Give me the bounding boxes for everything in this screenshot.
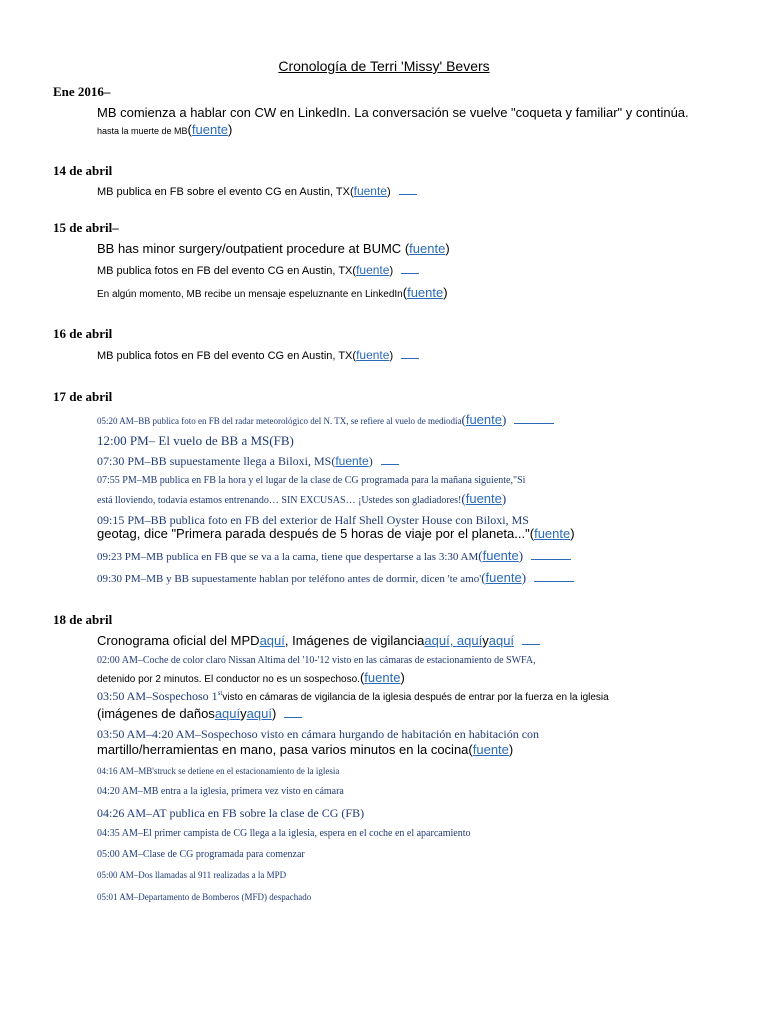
underline-blank <box>531 549 571 560</box>
entry-text: 05:01 AM–Departamento de Bomberos (MFD) despachado <box>97 892 312 902</box>
fuente-link[interactable]: fuente <box>409 241 446 256</box>
date-heading-ene-2016: Ene 2016– <box>53 84 111 99</box>
aqui-link[interactable]: aquí <box>246 706 272 721</box>
entry-text: 04:26 AM–AT publica en FB sobre la clase de CG (FB) <box>97 806 365 820</box>
underline-blank <box>284 707 302 718</box>
entry-text: 05:00 AM–Dos llamadas al 911 realizadas a la MPD <box>97 870 287 880</box>
entry-line: 09:30 PM–MB y BB supuestamente hablan por teléfono antes de dormir, dicen 'te amo'(fuente) <box>97 570 574 586</box>
aqui-link[interactable]: aquí <box>424 633 450 648</box>
entry-text: 04:16 AM–MB'struck se detiene en el estacionamiento de la iglesia <box>97 766 340 776</box>
fuente-link[interactable]: fuente <box>472 742 509 757</box>
date-heading-18-abril: 18 de abril <box>53 612 113 627</box>
underline-blank <box>514 413 554 424</box>
fuente-link[interactable]: fuente <box>353 184 387 198</box>
underline-blank <box>522 634 540 645</box>
entry-line: 09:23 PM–MB publica en FB que se va a la cama, tiene que despertarse a las 3:30 AM(fuente) <box>97 548 571 564</box>
entry-line: detenido por 2 minutos. El conductor no es un sospechoso.(fuente) <box>97 670 405 685</box>
entry-text: 04:35 AM–El primer campista de CG llega a la iglesia, espera en el coche en el aparcamiento <box>97 828 471 839</box>
entry-line: MB publica en FB sobre el evento CG en Austin, TX(fuente) <box>97 184 417 198</box>
underline-blank <box>399 184 417 195</box>
entry-text: 02:00 AM–Coche de color claro Nissan Altima del '10-'12 visto en las cámaras de estacionamiento de SWFA, <box>97 655 536 666</box>
entry-line: hasta la muerte de MB(fuente) <box>97 122 233 137</box>
entry-line: está lloviendo, todavía estamos entrenando… SIN EXCUSAS… ¡Ustedes son gladiadores!(fuente) <box>97 491 507 506</box>
fuente-link[interactable]: fuente <box>465 412 502 427</box>
underline-blank <box>401 263 419 274</box>
aqui-link[interactable]: aquí <box>488 633 515 648</box>
aqui-link[interactable]: aquí <box>259 633 285 648</box>
fuente-link[interactable]: fuente <box>485 570 522 585</box>
fuente-link[interactable]: fuente <box>191 122 229 137</box>
entry-text: MB comienza a hablar con CW en LinkedIn. La conversación se vuelve "coqueta y familiar" y continúa. <box>97 105 689 120</box>
entry-line: 05:20 AM–BB publica foto en FB del radar meteorológico del N. TX, se refiere al vuelo de mediodía(fuente) <box>97 412 554 428</box>
entry-line: MB publica fotos en FB del evento CG en Austin, TX(fuente) <box>97 263 419 277</box>
fuente-link[interactable]: fuente <box>364 670 401 685</box>
underline-blank <box>534 571 574 582</box>
entry-text: 04:20 AM–MB entra a la iglesia, primera vez visto en cámara <box>97 786 344 797</box>
entry-line: (imágenes de dañosaquíyaquí) <box>97 706 302 721</box>
underline-blank <box>381 454 399 465</box>
entry-line: En algún momento, MB recibe un mensaje espeluznante en LinkedIn(fuente) <box>97 285 448 300</box>
entry-text: 09:15 PM–BB publica foto en FB del exterior de Half Shell Oyster House con Biloxi, MS <box>97 513 529 527</box>
entry-line: BB has minor surgery/outpatient procedure at BUMC (fuente) <box>97 241 450 256</box>
entry-line: martillo/herramientas en mano, pasa varios minutos en la cocina(fuente) <box>97 742 514 757</box>
fuente-link[interactable]: fuente <box>482 548 519 563</box>
date-heading-15-abril: 15 de abril– <box>53 220 119 235</box>
underline-blank <box>401 348 419 359</box>
entry-line: 07:30 PM–BB supuestamente llega a Biloxi, MS(fuente) <box>97 454 399 469</box>
fuente-link[interactable]: fuente <box>465 491 502 506</box>
fuente-link[interactable]: fuente <box>335 454 369 468</box>
fuente-link[interactable]: fuente <box>534 526 571 541</box>
entry-line: geotag, dice "Primera parada después de 5 horas de viaje por el planeta..."(fuente) <box>97 526 575 541</box>
entry-line: Cronograma oficial del MPDaquí, Imágenes de vigilanciaaquí, aquíyaquí <box>97 633 540 648</box>
date-heading-14-abril: 14 de abril <box>53 163 113 178</box>
fuente-link[interactable]: fuente <box>356 348 390 362</box>
aqui-link[interactable]: aquí <box>214 706 241 721</box>
entry-line: 03:50 AM–Sospechoso 1stvisto en cámaras de vigilancia de la iglesia después de entrar por la fuerza en la iglesia <box>97 689 609 703</box>
fuente-link[interactable]: fuente <box>407 285 444 300</box>
entry-text: 03:50 AM–4:20 AM–Sospechoso visto en cámara hurgando de habitación en habitación con <box>97 727 540 741</box>
entry-text: 05:00 AM–Clase de CG programada para comenzar <box>97 849 305 860</box>
date-heading-17-abril: 17 de abril <box>53 389 113 404</box>
entry-text: 07:55 PM–MB publica en FB la hora y el lugar de la clase de CG programada para la mañana siguiente,"Si <box>97 475 526 486</box>
entry-line: MB publica fotos en FB del evento CG en Austin, TX(fuente) <box>97 348 419 362</box>
date-heading-16-abril: 16 de abril <box>53 326 113 341</box>
fuente-link[interactable]: fuente <box>356 263 390 277</box>
aqui-link[interactable]: aquí <box>456 633 483 648</box>
entry-text: 12:00 PM– El vuelo de BB a MS(FB) <box>97 433 294 448</box>
page-title: Cronología de Terri 'Missy' Bevers <box>278 58 490 74</box>
